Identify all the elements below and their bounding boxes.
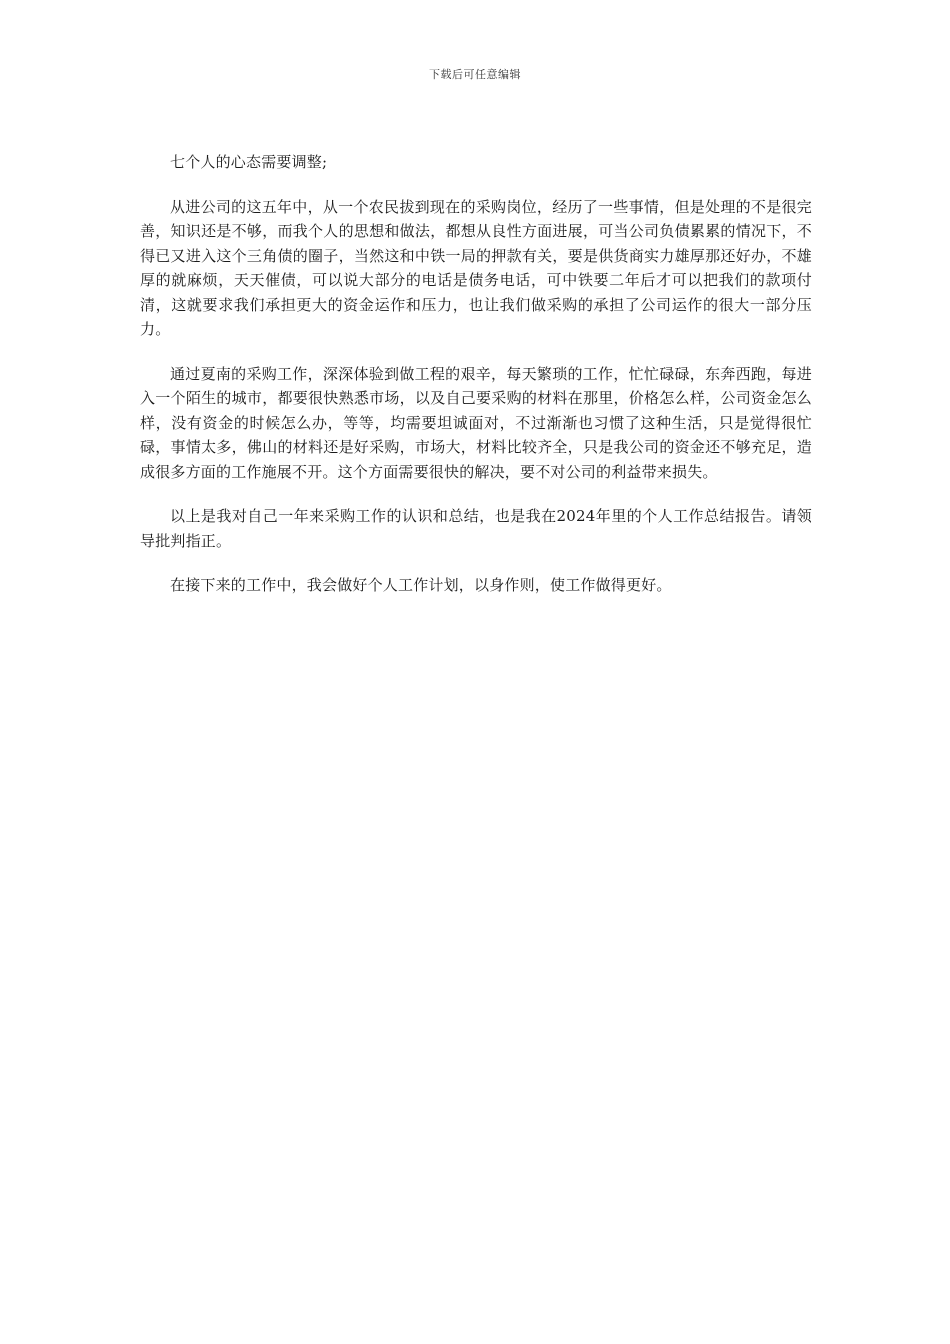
document-body [140, 150, 812, 618]
paragraph-3: 通过夏南的采购工作，深深体验到做工程的艰辛，每天繁琐的工作，忙忙碌碌，东奔西跑，每进入一个陌生的城市，都要很快熟悉市场，以及自己要采购的材料在那里，价格怎么样，公司资金怎么样，没有资金的时候怎么办，等等，均需要坦诚面对，不过渐渐也习惯了这种生活，只是觉得很忙碌，事情太多，佛山的材料还是好采购，市场大，材料比较齐全，只是我公司的资金还不够充足，造成很多方面的工作施展不开。这个方面需要很快的解决，要不对公司的利益带来损失。 [140, 364, 812, 481]
paragraph-2: 从进公司的这五年中，从一个农民拔到现在的采购岗位，经历了一些事情，但是处理的不是很完善，知识还是不够，而我个人的思想和做法，都想从良性方面进展，可当公司负债累累的情况下，不得已又进入这个三角债的圈子，当然这和中铁一局的押款有关，要是供货商实力雄厚那还好办，不雄厚的就麻烦，天天催债，可以说大部分的电话是债务电话，可中铁要二年后才可以把我们的款项付清，这就要求我们承担更大的资金运作和压力，也让我们做采购的承担了公司运作的很大一部分压力。 [140, 197, 812, 338]
paragraph-1: 七个人的心态需要调整; [170, 153, 328, 171]
paragraph-4: 以上是我对自己一年来采购工作的认识和总结，也是我在2024年里的个人工作总结报告。请领导批判指正。 [140, 507, 812, 550]
paragraph-5: 在接下来的工作中，我会做好个人工作计划，以身作则，使工作做得更好。 [170, 576, 672, 594]
header-note: 下载后可任意编辑 [429, 68, 521, 81]
